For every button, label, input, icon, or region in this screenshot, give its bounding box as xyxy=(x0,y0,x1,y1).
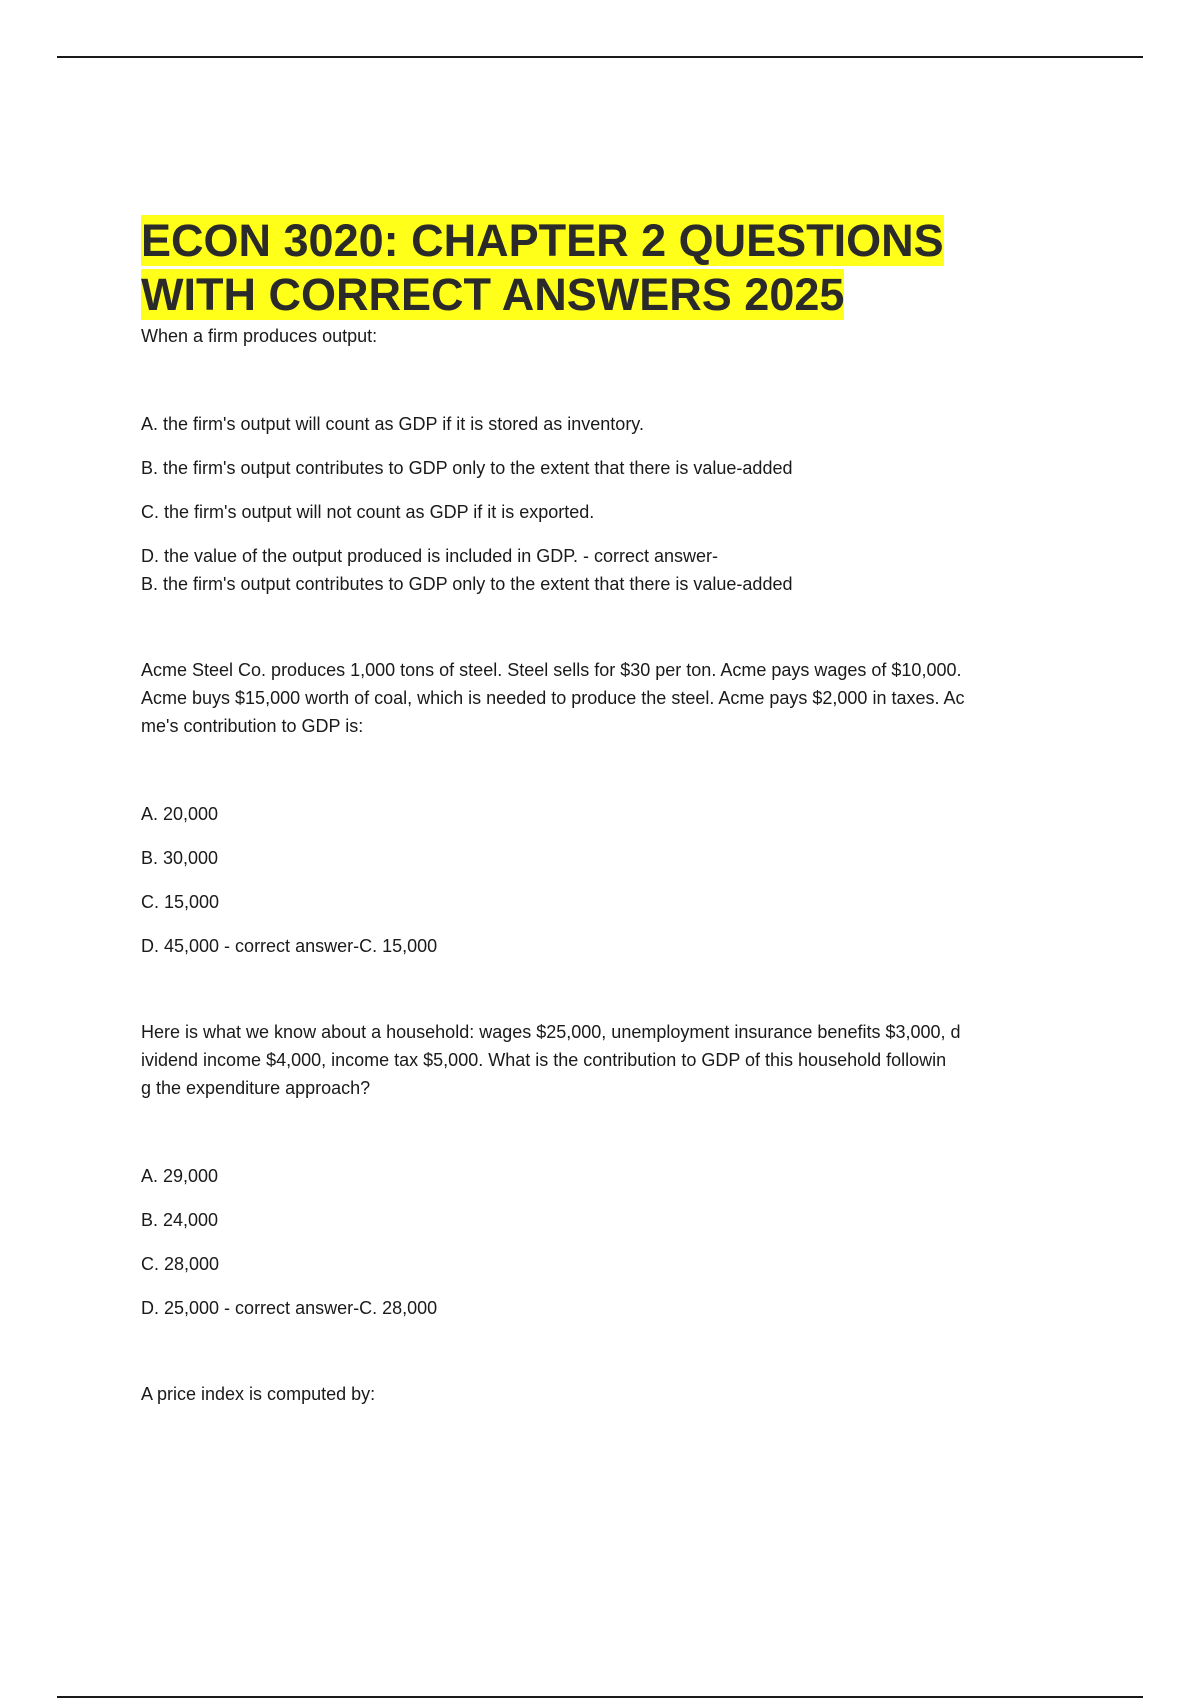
question-3 xyxy=(141,1018,1061,1322)
title-line-1: ECON 3020: CHAPTER 2 QUESTIONS xyxy=(141,215,944,266)
question-2-option-d: D. 45,000 - correct answer-C. 15,000 xyxy=(141,936,438,956)
top-rule xyxy=(57,56,1143,58)
question-1-option-d: D. the value of the output produced is included in GDP. - correct answer- xyxy=(141,546,718,566)
question-3-option-d: D. 25,000 - correct answer-C. 28,000 xyxy=(141,1298,438,1318)
question-1-option-b: B. the firm's output contributes to GDP only to the extent that there is value-added xyxy=(141,458,793,478)
question-4-stem: A price index is computed by: xyxy=(141,1384,376,1404)
document-title xyxy=(141,214,1061,322)
question-1-option-a: A. the firm's output will count as GDP if it is stored as inventory. xyxy=(141,414,644,434)
question-3-stem-line-3: g the expenditure approach? xyxy=(141,1078,371,1098)
question-2-stem-line-1: Acme Steel Co. produces 1,000 tons of steel. Steel sells for $30 per ton. Acme pays wages of $10,000. xyxy=(141,660,962,680)
question-1-option-c: C. the firm's output will not count as GDP if it is exported. xyxy=(141,502,595,522)
question-2-option-c: C. 15,000 xyxy=(141,892,220,912)
document-body xyxy=(141,214,1061,1408)
bottom-rule xyxy=(57,1696,1143,1698)
question-3-option-c: C. 28,000 xyxy=(141,1254,220,1274)
question-2-option-b: B. 30,000 xyxy=(141,848,219,868)
question-3-option-b: B. 24,000 xyxy=(141,1210,219,1230)
question-4 xyxy=(141,1380,1061,1408)
question-2 xyxy=(141,656,1061,960)
question-1-answer: B. the firm's output contributes to GDP only to the extent that there is value-added xyxy=(141,574,793,594)
question-3-stem-line-1: Here is what we know about a household: wages $25,000, unemployment insurance benefits $3,000, d xyxy=(141,1022,961,1042)
question-1-stem: When a firm produces output: xyxy=(141,326,378,346)
title-line-2: WITH CORRECT ANSWERS 2025 xyxy=(141,269,845,320)
question-2-stem-line-2: Acme buys $15,000 worth of coal, which is needed to produce the steel. Acme pays $2,000 in taxes. Ac xyxy=(141,688,965,708)
question-1 xyxy=(141,322,1061,598)
question-3-stem-line-2: ividend income $4,000, income tax $5,000. What is the contribution to GDP of this household followin xyxy=(141,1050,947,1070)
question-3-option-a: A. 29,000 xyxy=(141,1166,219,1186)
question-2-option-a: A. 20,000 xyxy=(141,804,219,824)
question-2-stem-line-3: me's contribution to GDP is: xyxy=(141,716,364,736)
